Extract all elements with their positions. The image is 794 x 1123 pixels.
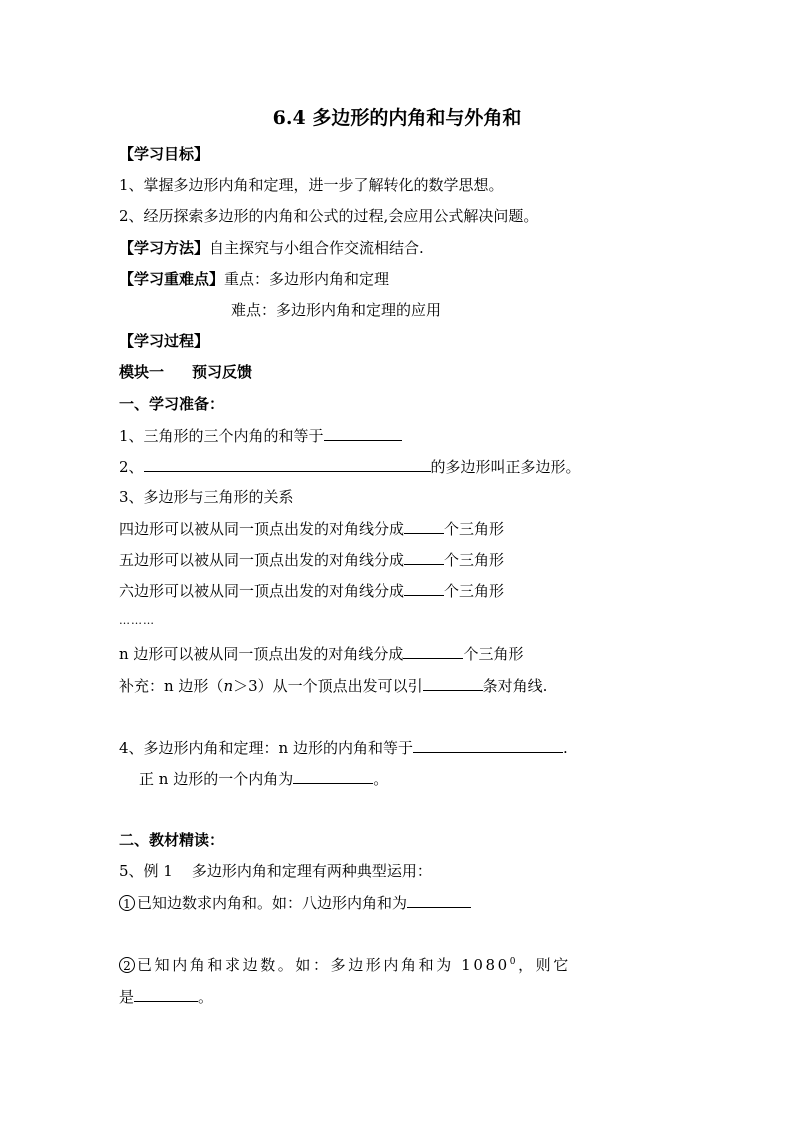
answer-blank[interactable]	[404, 581, 444, 596]
answer-blank[interactable]	[134, 987, 198, 1002]
page-title: 6.4 多边形的内角和与外角和	[272, 107, 522, 129]
circled-number-1: 1	[119, 895, 135, 911]
case-2-suffix: 。	[198, 988, 214, 1006]
tri-suffix: 个三角形	[444, 551, 505, 569]
module-label: 模块一	[119, 363, 165, 381]
prep-q4b-text: 正 n 边形的一个内角为	[139, 770, 294, 788]
case-2-prefix: 是	[119, 988, 135, 1006]
prep-q3: 3、多边形与三角形的关系	[119, 488, 294, 506]
prep-q4b	[139, 769, 388, 788]
case-1-line	[119, 893, 471, 912]
prep-q1	[119, 426, 402, 445]
tri-suffix: 个三角形	[444, 582, 505, 600]
method-heading: 【学习方法】	[119, 239, 210, 257]
tri-suffix: 个三角形	[463, 645, 524, 663]
keypoints-heading: 【学习重难点】	[119, 270, 225, 288]
hexa-text: 六边形可以被从同一顶点出发的对角线分成	[119, 582, 405, 600]
answer-blank[interactable]	[144, 457, 431, 472]
supplement-suffix: 条对角线.	[482, 677, 548, 695]
answer-blank[interactable]	[324, 426, 402, 441]
prep-q4b-suffix: 。	[373, 770, 389, 788]
case-1-text: 已知边数求内角和。如：八边形内角和为	[137, 894, 408, 912]
answer-blank[interactable]	[293, 769, 373, 784]
answer-blank[interactable]	[403, 644, 463, 659]
supplement-condition: ＞3）从一个顶点出发可以引	[233, 677, 423, 695]
key-point: 重点：多边形内角和定理	[224, 270, 390, 288]
module-name: 预习反馈	[192, 363, 253, 381]
prep-q4-text: 4、多边形内角和定理：n 边形的内角和等于	[119, 739, 413, 757]
keypoints-line	[119, 270, 389, 288]
prep-q4	[119, 738, 568, 757]
supplement-n: n	[223, 677, 234, 695]
case-2-tail: ，则它	[518, 956, 571, 974]
quad-text: 四边形可以被从同一顶点出发的对角线分成	[119, 520, 405, 538]
degree-superscript: 0	[509, 957, 519, 967]
prep-q4-suffix: .	[562, 739, 568, 757]
method-line	[119, 239, 424, 257]
answer-blank[interactable]	[404, 519, 444, 534]
process-heading: 【学习过程】	[119, 332, 210, 350]
answer-blank[interactable]	[413, 738, 563, 753]
hexa-line	[119, 581, 504, 600]
penta-line	[119, 550, 504, 569]
n-gon-line	[119, 644, 523, 663]
prep-q2-prefix: 2、	[119, 458, 144, 476]
tri-suffix: 个三角形	[444, 520, 505, 538]
method-text: 自主探究与小组合作交流相结合.	[209, 239, 424, 257]
difficult-point: 难点：多边形内角和定理的应用	[231, 301, 442, 319]
case-2-line	[119, 956, 571, 974]
quad-line	[119, 519, 504, 538]
prep-q2	[119, 457, 581, 476]
example-intro: 5、例 1 多边形内角和定理有两种典型运用：	[119, 862, 432, 880]
prep-q2-suffix: 的多边形叫正多边形。	[430, 458, 581, 476]
supplement-prefix: 补充：n 边形（	[119, 677, 224, 695]
prep-q1-text: 1、三角形的三个内角的和等于	[119, 427, 324, 445]
goals-heading: 【学习目标】	[119, 145, 210, 163]
case-2-line-2	[119, 987, 213, 1006]
circled-number-2: 2	[119, 957, 135, 973]
answer-blank[interactable]	[423, 676, 483, 691]
goal-item-1: 1、掌握多边形内角和定理，进一步了解转化的数学思想。	[119, 176, 504, 194]
answer-blank[interactable]	[407, 893, 471, 908]
prep-heading: 一、学习准备：	[119, 395, 225, 413]
reading-heading: 二、教材精读：	[119, 831, 225, 849]
penta-text: 五边形可以被从同一顶点出发的对角线分成	[119, 551, 405, 569]
n-gon-text: n 边形可以被从同一顶点出发的对角线分成	[119, 645, 404, 663]
ellipsis: ………	[119, 614, 155, 627]
answer-blank[interactable]	[404, 550, 444, 565]
supplement-line	[119, 676, 547, 695]
goal-item-2: 2、经历探索多边形的内角和公式的过程,会应用公式解决问题。	[119, 207, 539, 225]
module-line	[119, 363, 252, 381]
case-2-text: 已知内角和求边数。如：多边形内角和为 1080	[137, 956, 510, 974]
